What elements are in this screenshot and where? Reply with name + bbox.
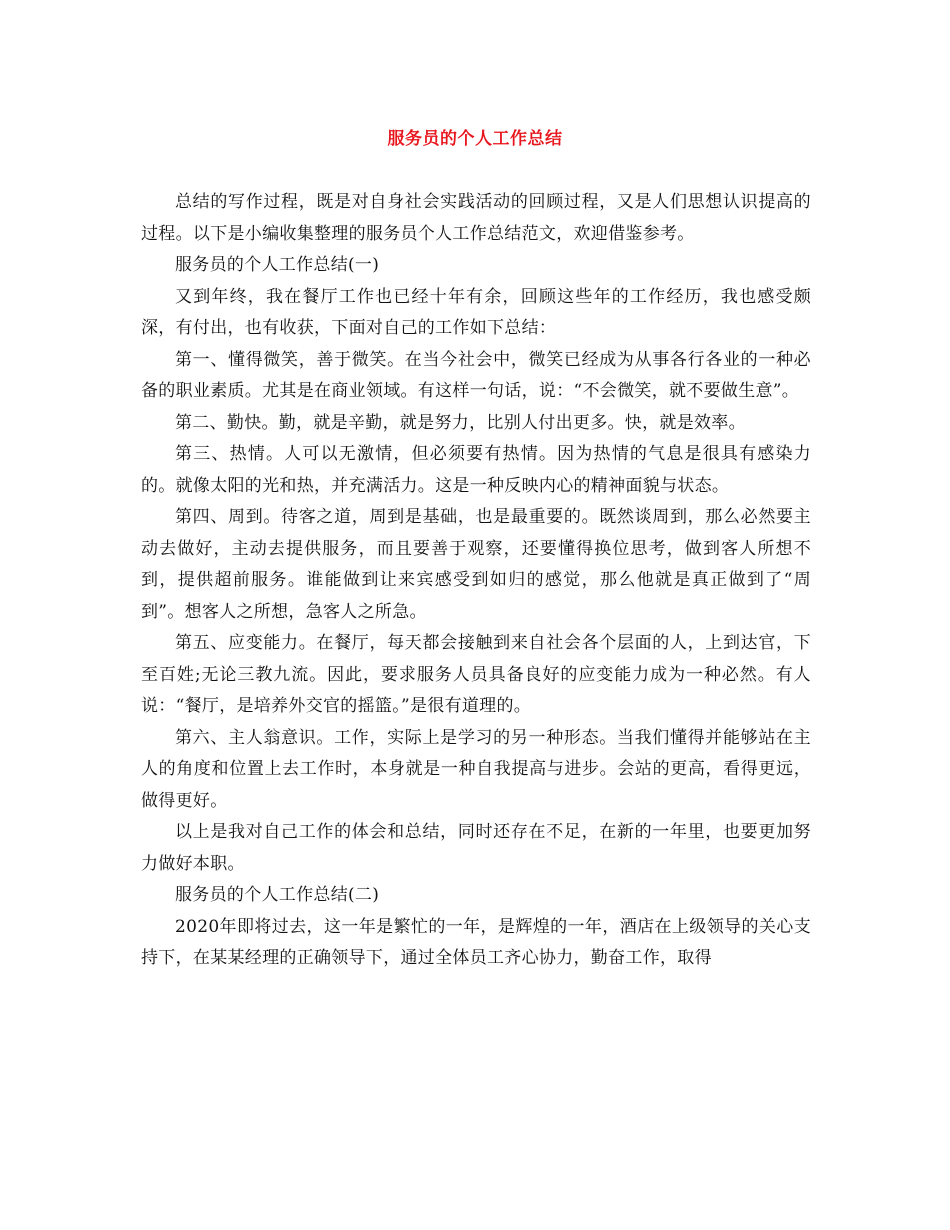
paragraph: 2020年即将过去，这一年是繁忙的一年，是辉煌的一年，酒店在上级领导的关心支持下，在某某经理的正确领导下，通过全体员工齐心协力，勤奋工作，取得	[141, 916, 811, 968]
paragraph: 第四、周到。待客之道，周到是基础，也是最重要的。既然谈周到，那么必然要主动去做好，主动去提供服务，而且要善于观察，还要懂得换位思考，做到客人所想不到，提供超前服务。谁能做到让来宾感受到如归的感觉，那么他就是真正做到了“周到”。想客人之所想，急客人之所急。	[141, 507, 811, 622]
paragraph: 以上是我对自己工作的体会和总结，同时还存在不足，在新的一年里，也要更加努力做好本职。	[141, 822, 811, 874]
section-heading-1: 服务员的个人工作总结(一)	[175, 255, 380, 275]
section-heading-2: 服务员的个人工作总结(二)	[175, 885, 380, 905]
paragraph: 第三、热情。人可以无激情，但必须要有热情。因为热情的气息是很具有感染力的。就像太阳的光和热，并充满活力。这是一种反映内心的精神面貌与状态。	[141, 444, 811, 496]
paragraph-intro: 总结的写作过程，既是对自身社会实践活动的回顾过程，又是人们思想认识提高的过程。以下是小编收集整理的服务员个人工作总结范文，欢迎借鉴参考。	[141, 192, 811, 244]
paragraph: 第一、懂得微笑，善于微笑。在当今社会中，微笑已经成为从事各行各业的一种必备的职业素质。尤其是在商业领域。有这样一句话，说：“不会微笑，就不要做生意”。	[141, 349, 811, 401]
document-title: 服务员的个人工作总结	[387, 129, 563, 149]
paragraph: 第五、应变能力。在餐厅，每天都会接触到来自社会各个层面的人，上到达官，下至百姓;无论三教九流。因此，要求服务人员具备良好的应变能力成为一种必然。有人说：“餐厅，是培养外交官的摇篮。”是很有道理的。	[141, 633, 811, 716]
paragraph: 第二、勤快。勤，就是辛勤，就是努力，比别人付出更多。快，就是效率。	[175, 412, 746, 433]
paragraph: 第六、主人翁意识。工作，实际上是学习的另一种形态。当我们懂得并能够站在主人的角度和位置上去工作时，本身就是一种自我提高与进步。会站的更高，看得更远，做得更好。	[141, 727, 811, 811]
paragraph: 又到年终，我在餐厅工作也已经十年有余，回顾这些年的工作经历，我也感受颇深，有付出，也有收获，下面对自己的工作如下总结：	[141, 286, 811, 338]
document-body	[141, 187, 811, 975]
